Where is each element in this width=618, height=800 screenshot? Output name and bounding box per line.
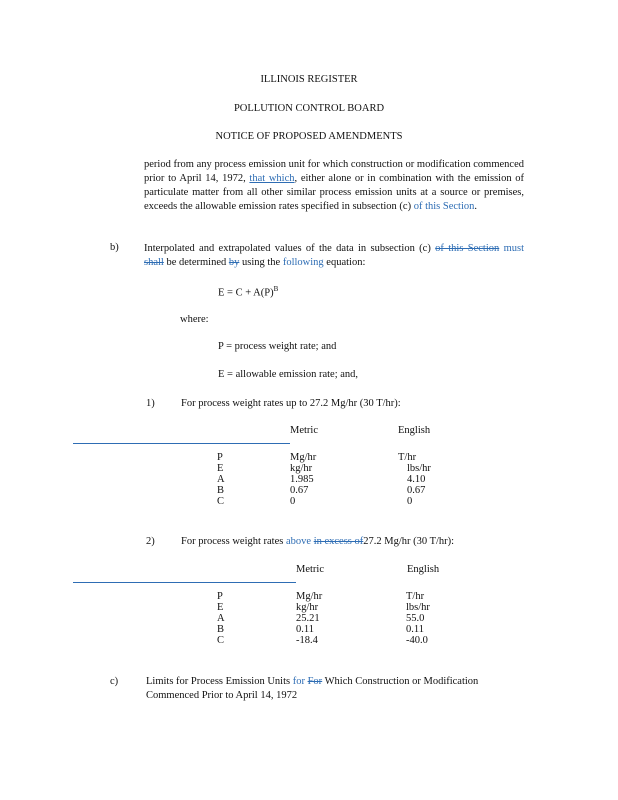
deleted-text: shall [144, 257, 164, 268]
table-cell-metric: kg/hr [290, 463, 313, 474]
inserted-text: must [503, 243, 525, 254]
table-cell-symbol: E [217, 602, 224, 613]
table-cell-english: -40.0 [406, 635, 428, 646]
table-row [217, 496, 431, 507]
item-2-text-2: 27.2 Mg/hr (30 T/hr): [363, 536, 455, 547]
where-label: where: [180, 314, 209, 325]
table-cell-symbol: P [217, 591, 223, 602]
inserted-text: of this Section [413, 201, 475, 212]
table-cell-english: T/hr [398, 452, 417, 463]
deleted-text: of this Section [435, 243, 500, 254]
para-c-line-1 [146, 676, 478, 687]
table-row [217, 613, 430, 624]
item-2-text [181, 536, 454, 547]
table-cell-english: 0 [407, 496, 413, 507]
table-cell-symbol: P [217, 452, 223, 463]
table-1 [217, 452, 431, 507]
table-cell-english: 0.11 [406, 624, 424, 635]
para-c-line-2: Commenced Prior to April 14, 1972 [146, 690, 298, 701]
para-b-text-2: be determined [166, 257, 227, 268]
table-row [217, 485, 431, 496]
table-cell-english: 4.10 [407, 474, 426, 485]
equation-exponent: B [273, 285, 279, 293]
notice-title: NOTICE OF PROPOSED AMENDMENTS [215, 131, 403, 142]
table-row [217, 624, 430, 635]
para-b-text-3: using the [241, 257, 281, 268]
inserted-text: that which [249, 173, 295, 184]
table-2-metric-header: Metric [296, 564, 324, 575]
table-row [217, 602, 430, 613]
table-2-english-header: English [407, 564, 440, 575]
inserted-text: for [292, 676, 305, 687]
item-2-label: 2) [146, 536, 155, 547]
item-1-label: 1) [146, 398, 155, 409]
para-b-label: b) [110, 242, 119, 253]
board-title: POLLUTION CONTROL BOARD [233, 103, 385, 114]
table-cell-english: lbs/hr [406, 602, 430, 613]
table-cell-english: lbs/hr [407, 463, 431, 474]
table-cell-english: 0.67 [407, 485, 426, 496]
equation [218, 285, 278, 299]
intro-text-2: , either alone or in combination with the emission of particulate matter from all other similar process emission units at a source or premises, exceeds the allowable emission rates specified in subsection (c) [144, 173, 525, 212]
table-1-english-header: English [398, 425, 431, 436]
table-cell-symbol: B [217, 485, 225, 496]
deleted-text: For [307, 676, 323, 687]
para-c-label: c) [110, 676, 119, 687]
table-row [217, 635, 430, 646]
table-row [217, 591, 430, 602]
item-2-text-1: For process weight rates [181, 536, 284, 547]
register-title: ILLINOIS REGISTER [260, 74, 358, 85]
table-cell-symbol: A [217, 613, 225, 624]
table-cell-metric: kg/hr [296, 602, 319, 613]
para-c-text-2: Which Construction or Modification [324, 676, 479, 687]
table-cell-metric: -18.4 [296, 635, 318, 646]
table-cell-metric: 1.985 [290, 474, 314, 485]
table-2-rule [73, 582, 296, 583]
table-1-metric-header: Metric [290, 425, 318, 436]
equation-base: E = C + A(P) [218, 287, 274, 299]
table-cell-english: T/hr [406, 591, 425, 602]
deleted-text: by [228, 257, 240, 268]
deleted-text: in excess of [313, 536, 364, 547]
table-cell-metric: 0.11 [296, 624, 314, 635]
table-cell-metric: Mg/hr [296, 591, 323, 602]
intro-paragraph [144, 158, 524, 214]
table-2 [217, 591, 430, 646]
table-row [217, 474, 431, 485]
table-cell-metric: 0 [290, 496, 296, 507]
table-cell-symbol: A [217, 474, 225, 485]
table-cell-metric: 0.67 [290, 485, 309, 496]
intro-text-3: . [474, 201, 477, 212]
table-cell-symbol: B [217, 624, 225, 635]
para-b-text-1: Interpolated and extrapolated values of the data in subsection (c) [144, 243, 431, 254]
para-b-text-4: equation: [326, 257, 366, 268]
table-1-rule [73, 443, 290, 444]
table-cell-metric: Mg/hr [290, 452, 317, 463]
table-cell-symbol: C [217, 635, 225, 646]
para-b-text [144, 242, 524, 270]
table-cell-english: 55.0 [406, 613, 425, 624]
table-cell-symbol: C [217, 496, 225, 507]
table-cell-metric: 25.21 [296, 613, 320, 624]
definition-p: P = process weight rate; and [218, 341, 337, 352]
table-cell-symbol: E [217, 463, 224, 474]
table-row [217, 463, 431, 474]
inserted-text: above [285, 536, 312, 547]
definition-e: E = allowable emission rate; and, [218, 369, 359, 380]
para-c-text-1: Limits for Process Emission Units [146, 676, 291, 687]
table-row [217, 452, 431, 463]
item-1-text: For process weight rates up to 27.2 Mg/hr (30 T/hr): [181, 398, 401, 409]
inserted-text: following [282, 257, 324, 268]
intro-text-1: period from any process emission unit for which construction or modification commenced prior to April 14, 1972, [144, 159, 524, 184]
